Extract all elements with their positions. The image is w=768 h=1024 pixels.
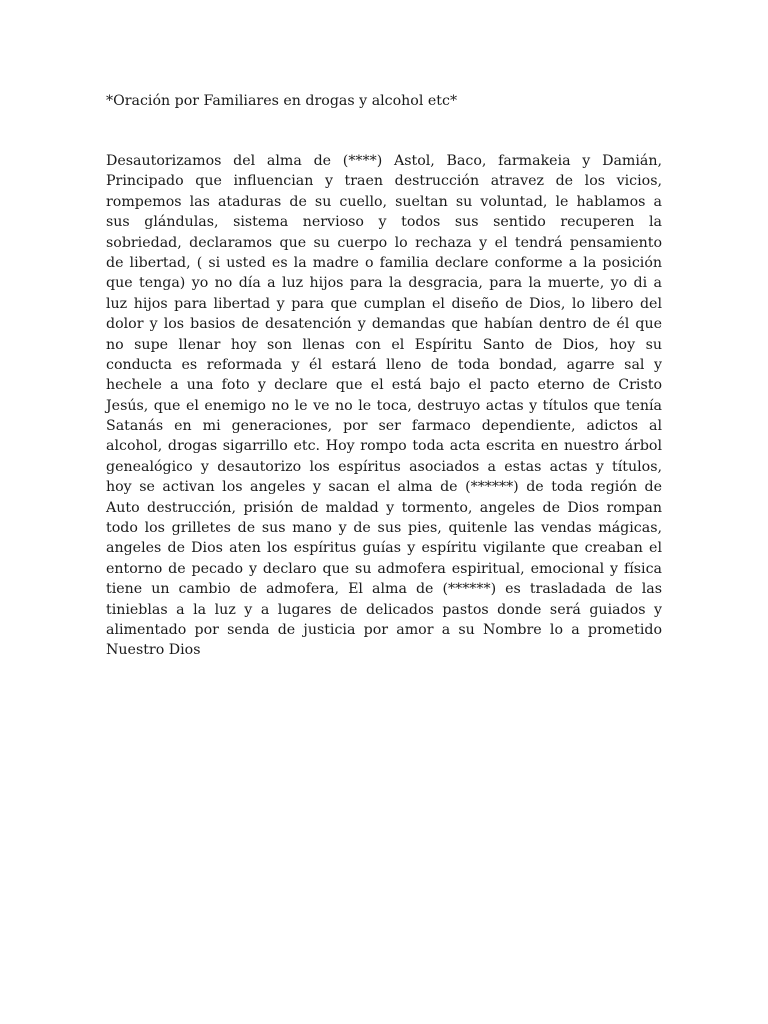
body-line: no supe llenar hoy son llenas con el Espíritu Santo de Dios, hoy su	[106, 336, 662, 353]
body-line: tiene un cambio de admofera, El alma de (******) es trasladada de las	[106, 581, 662, 598]
body-line: sobriedad, declaramos que su cuerpo lo rechaza y el tendrá pensamiento	[106, 234, 662, 251]
body-line: todo los grilletes de sus mano y de sus pies, quitenle las vendas mágicas,	[106, 520, 662, 537]
body-line: luz hijos para libertad y para que cumplan el diseño de Dios, lo libero del	[106, 295, 662, 312]
body-line: sus glándulas, sistema nervioso y todos sus sentido recuperen la	[106, 214, 662, 231]
document-body	[106, 151, 662, 661]
body-line: Desautorizamos del alma de (****) Astol, Baco, farmakeia y Damián,	[106, 153, 662, 169]
body-line: hoy se activan los angeles y sacan el alma de (******) de toda región de	[106, 479, 662, 496]
body-line: conducta es reformada y él estará lleno de toda bondad, agarre sal y	[106, 356, 662, 373]
body-line: genealógico y desautorizo los espíritus asociados a estas actas y títulos,	[106, 458, 662, 475]
body-line: angeles de Dios aten los espíritus guías y espíritu vigilante que creaban el	[106, 540, 662, 557]
body-line: Nuestro Dios	[106, 642, 201, 659]
document-title: *Oración por Familiares en drogas y alcohol etc*	[106, 93, 458, 109]
body-line: alcohol, drogas sigarrillo etc. Hoy rompo toda acta escrita en nuestro árbol	[106, 438, 662, 455]
body-line: entorno de pecado y declaro que su admofera espiritual, emocional y física	[106, 560, 662, 577]
body-line: Jesús, que el enemigo no le ve no le toca, destruyo actas y títulos que tenía	[106, 397, 662, 414]
body-line: tinieblas a la luz y a lugares de delicados pastos donde será guiados y	[106, 601, 662, 618]
body-line: Principado que influencian y traen destrucción atravez de los vicios,	[106, 173, 662, 190]
body-line: Auto destrucción, prisión de maldad y tormento, angeles de Dios rompan	[106, 499, 662, 516]
body-line: hechele a una foto y declare que el está bajo el pacto eterno de Cristo	[106, 377, 662, 394]
body-line: Satanás en mi generaciones, por ser farmaco dependiente, adictos al	[106, 418, 662, 435]
body-line: alimentado por senda de justicia por amor a su Nombre lo a prometido	[106, 621, 662, 638]
body-line: rompemos las ataduras de su cuello, sueltan su voluntad, le hablamos a	[106, 193, 662, 210]
body-line: de libertad, ( si usted es la madre o familia declare conforme a la posición	[106, 254, 662, 271]
body-line: dolor y los basios de desatención y demandas que habían dentro de él que	[106, 316, 662, 333]
body-line: que tenga) yo no día a luz hijos para la desgracia, para la muerte, yo di a	[106, 275, 662, 292]
